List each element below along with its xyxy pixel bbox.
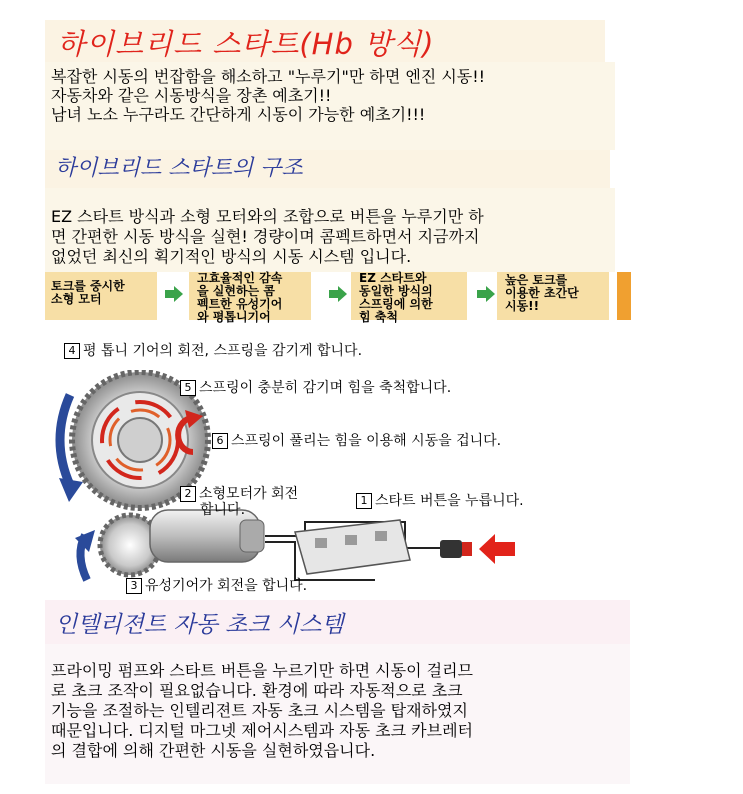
choke-description [45,644,630,784]
callout-text: 소형모터가 회전 [199,486,299,502]
description-line: 면 간편한 시동 방식을 실현! 경량이며 콤펙트하면서 지금까지 [51,227,480,246]
flow-diagram [45,271,635,324]
description-line: 없었던 최신의 획기적인 방식의 시동 시스템 입니다. [51,247,412,266]
title-banner [45,20,605,62]
green-arrow-icon [165,286,183,302]
green-arrow-icon [477,286,495,302]
choke-line: 프라이밍 펌프와 스타트 버튼을 누르기만 하면 시동이 걸리므 [51,661,474,680]
callout-motor [180,486,298,518]
structure-title-banner [45,150,610,188]
green-arrow-icon [329,286,347,302]
choke-line: 의 결합에 의해 간편한 시동을 실현하였읍니다. [51,741,376,760]
choke-title: 인텔리젼트 자동 초크 시스템 [55,612,344,638]
callout-spring-charge [180,377,451,397]
callout-number: 6 [212,433,228,449]
choke-line: 때문입니다. 디지털 마그넷 제어시스템과 자동 초크 카브레터 [51,721,474,740]
callout-planetary-gear [126,575,307,595]
callout-text: 평 톱니 기어의 회전, 스프링을 감기게 합니다. [83,343,363,359]
structure-description [45,188,615,272]
flow-step-text: 고효율적인 감속 을 실현하는 콤 펙트한 유성기어 와 평톱니기어 [197,271,283,324]
callout-number: 1 [356,493,372,509]
callout-text: 스타트 버튼을 누릅니다. [375,493,524,509]
intro-block [45,62,615,150]
intro-line: 남녀 노소 누구라도 간단하게 시동이 가능한 예초기!!! [51,105,426,124]
choke-title-banner [45,600,630,644]
callout-start-button [356,490,524,510]
flow-step-text: EZ 스타트와 동일한 방식의 스프링에 의한 힘 축척 [359,271,433,324]
flow-end-bar [617,272,631,320]
intro-line: 복잡한 시동의 번잡함을 해소하고 "누루기"만 하면 엔진 시동!! [51,67,486,86]
page-title: 하이브리드 스타트(Hb 방식) [57,27,435,61]
callout-number: 4 [64,343,80,359]
flow-step-text: 높은 토크를 이용한 초간단 시동!! [505,273,579,313]
flow-step-1 [45,272,157,320]
flow-step-text: 토크를 중시한 소형 모터 [51,279,125,306]
callout-text: 유성기어가 회전을 합니다. [145,578,308,594]
callout-number: 5 [180,380,196,396]
starter-mechanism-illustration [45,370,515,595]
flow-step-4 [497,272,609,320]
callout-number: 2 [180,486,196,502]
callout-text: 스프링이 풀리는 힘을 이용해 시동을 겁니다. [231,433,502,449]
choke-line: 기능을 조절하는 인텔리젼트 자동 초크 시스템을 탑재하였지 [51,701,468,720]
flow-step-3 [351,271,467,324]
callout-number: 3 [126,578,142,594]
callout-text: 합니다. [200,502,246,518]
callout-text: 스프링이 충분히 감기며 힘을 축척합니다. [199,380,452,396]
description-line: EZ 스타트 방식과 소형 모터와의 조합으로 버튼을 누루기만 하 [51,207,484,226]
callout-spring-release [212,430,501,450]
callout-spur-gear [64,340,362,360]
structure-title: 하이브리드 스타트의 구조 [55,156,303,181]
flow-step-2 [189,271,311,324]
choke-line: 로 초크 조작이 필요없습니다. 환경에 따라 자동적으로 초크 [51,681,463,700]
intro-line: 자동차와 같은 시동방식을 장촌 예초기!! [51,86,332,105]
